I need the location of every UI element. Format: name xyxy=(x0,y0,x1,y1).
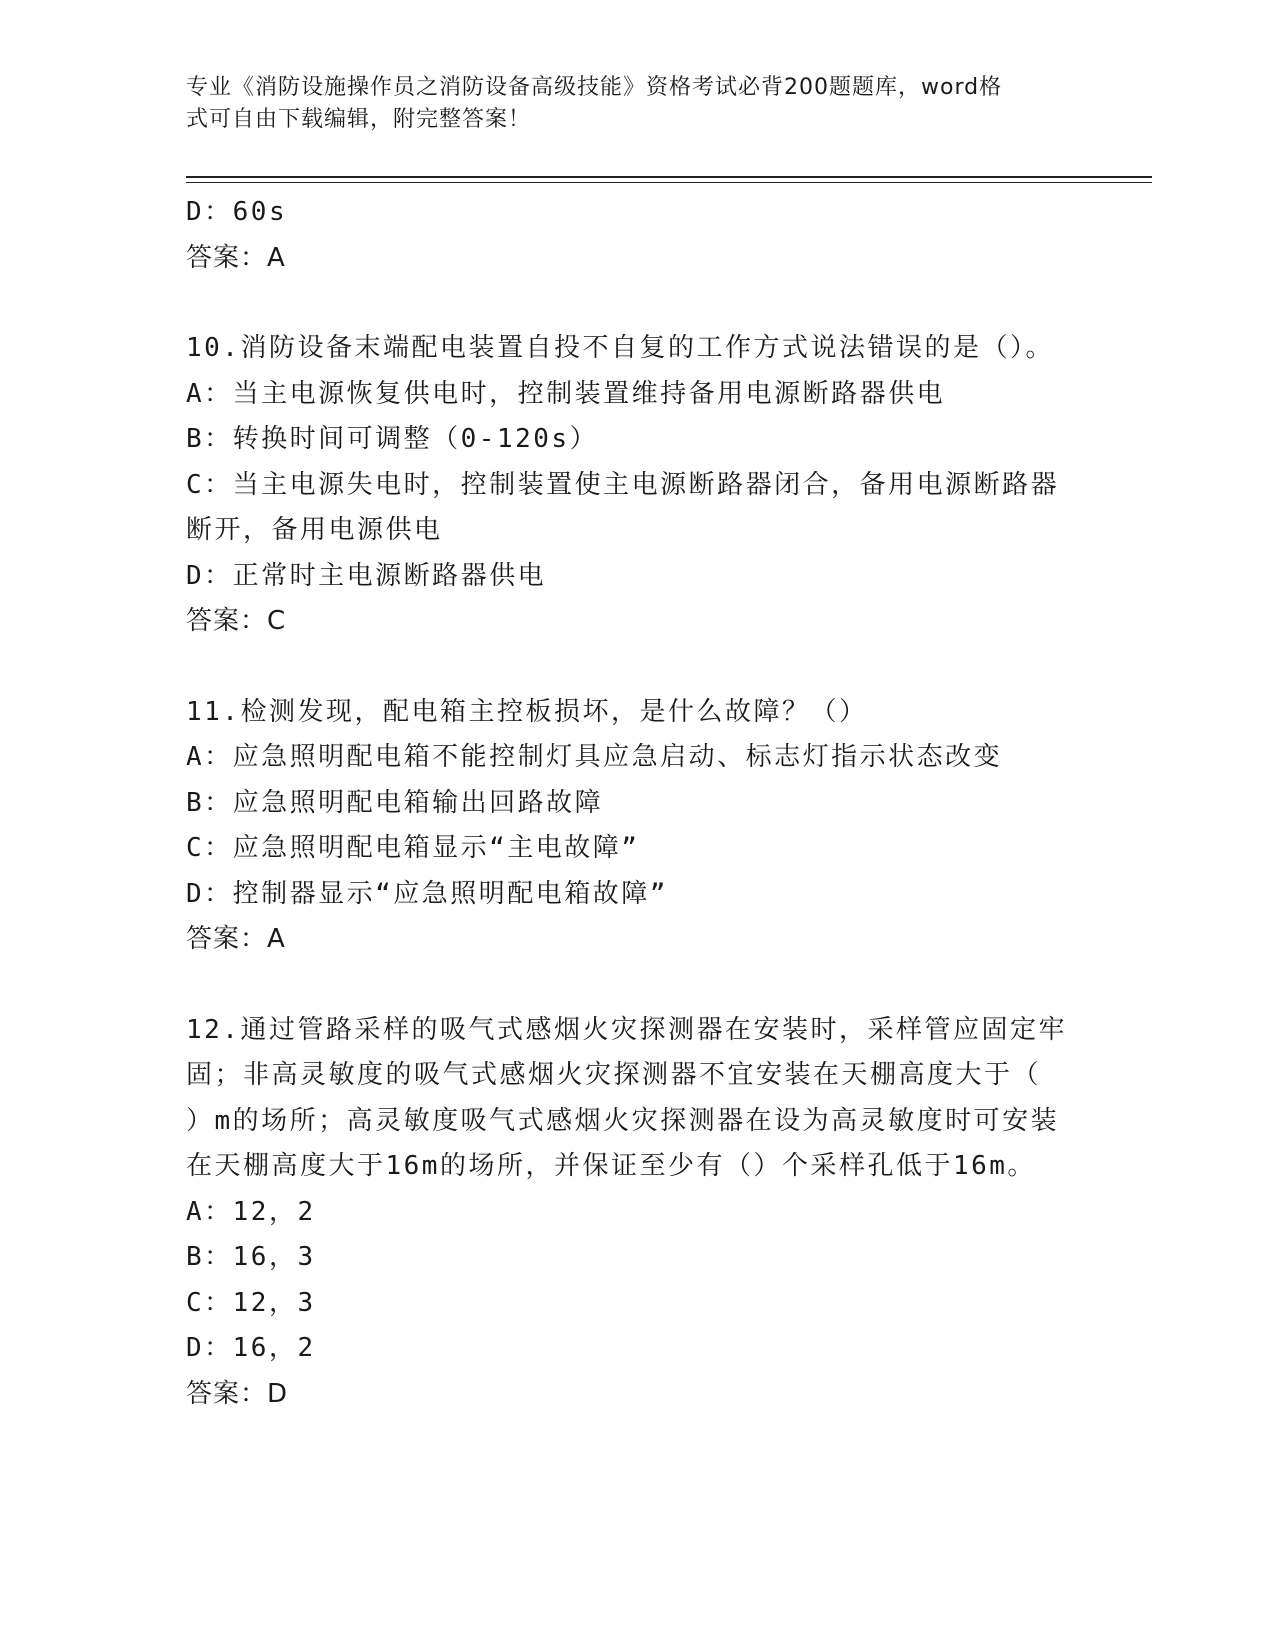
option-a: A：应急照明配电箱不能控制灯具应急启动、标志灯指示状态改变 xyxy=(186,742,1003,772)
question-stem: 10.消防设备末端配电装置自投不自复的工作方式说法错误的是（）。 xyxy=(186,333,1054,363)
option-b: B：16，3 xyxy=(186,1242,316,1272)
header-divider-thick xyxy=(186,176,1152,178)
question-stem: 11.检测发现，配电箱主控板损坏，是什么故障？（） xyxy=(186,696,868,727)
answer: 答案：C xyxy=(186,606,287,636)
question-stem-line-3: ）m的场所；高灵敏度吸气式感烟火灾探测器在设为高灵敏度时可安装 xyxy=(186,1105,1060,1136)
option-b: B：转换时间可调整（0-120s） xyxy=(186,424,599,454)
previous-question-tail xyxy=(186,190,1086,281)
option-d: D：60s xyxy=(186,197,288,227)
question-stem-line-1: 12.通过管路采样的吸气式感烟火灾探测器在安装时，采样管应固定牢 xyxy=(186,1014,1067,1045)
header-line-1: 专业《消防设施操作员之消防设备高级技能》资格考试必背200题题库，word格 xyxy=(186,75,1003,100)
question-stem-line-2: 固；非高灵敏度的吸气式感烟火灾探测器不宜安装在天棚高度大于（ xyxy=(186,1060,1042,1090)
option-c: C：12，3 xyxy=(186,1287,316,1318)
question-11 xyxy=(186,690,1086,963)
option-d: D：16，2 xyxy=(186,1333,316,1363)
option-c: C：当主电源失电时，控制装置使主电源断路器闭合，备用电源断路器 xyxy=(186,469,1060,500)
page-header xyxy=(186,72,1066,136)
header-line-2: 式可自由下载编辑，附完整答案！ xyxy=(186,107,532,132)
question-12 xyxy=(186,1008,1086,1418)
answer: 答案：D xyxy=(186,1378,289,1409)
question-10 xyxy=(186,326,1086,645)
answer: 答案：A xyxy=(186,924,286,954)
answer: 答案：A xyxy=(186,242,286,273)
option-d: D：正常时主电源断路器供电 xyxy=(186,560,547,591)
question-stem-line-4: 在天棚高度大于16m的场所，并保证至少有（）个采样孔低于16m。 xyxy=(186,1151,1036,1181)
document-body xyxy=(186,190,1086,1417)
option-c: C：应急照明配电箱显示“主电故障” xyxy=(186,833,640,863)
header-divider-thin xyxy=(186,182,1152,183)
option-b: B：应急照明配电箱输出回路故障 xyxy=(186,787,604,818)
option-a: A：12，2 xyxy=(186,1196,316,1227)
option-c-continued: 断开，备用电源供电 xyxy=(186,515,443,545)
option-a: A：当主电源恢复供电时，控制装置维持备用电源断路器供电 xyxy=(186,378,946,409)
option-d: D：控制器显示“应急照明配电箱故障” xyxy=(186,878,668,909)
